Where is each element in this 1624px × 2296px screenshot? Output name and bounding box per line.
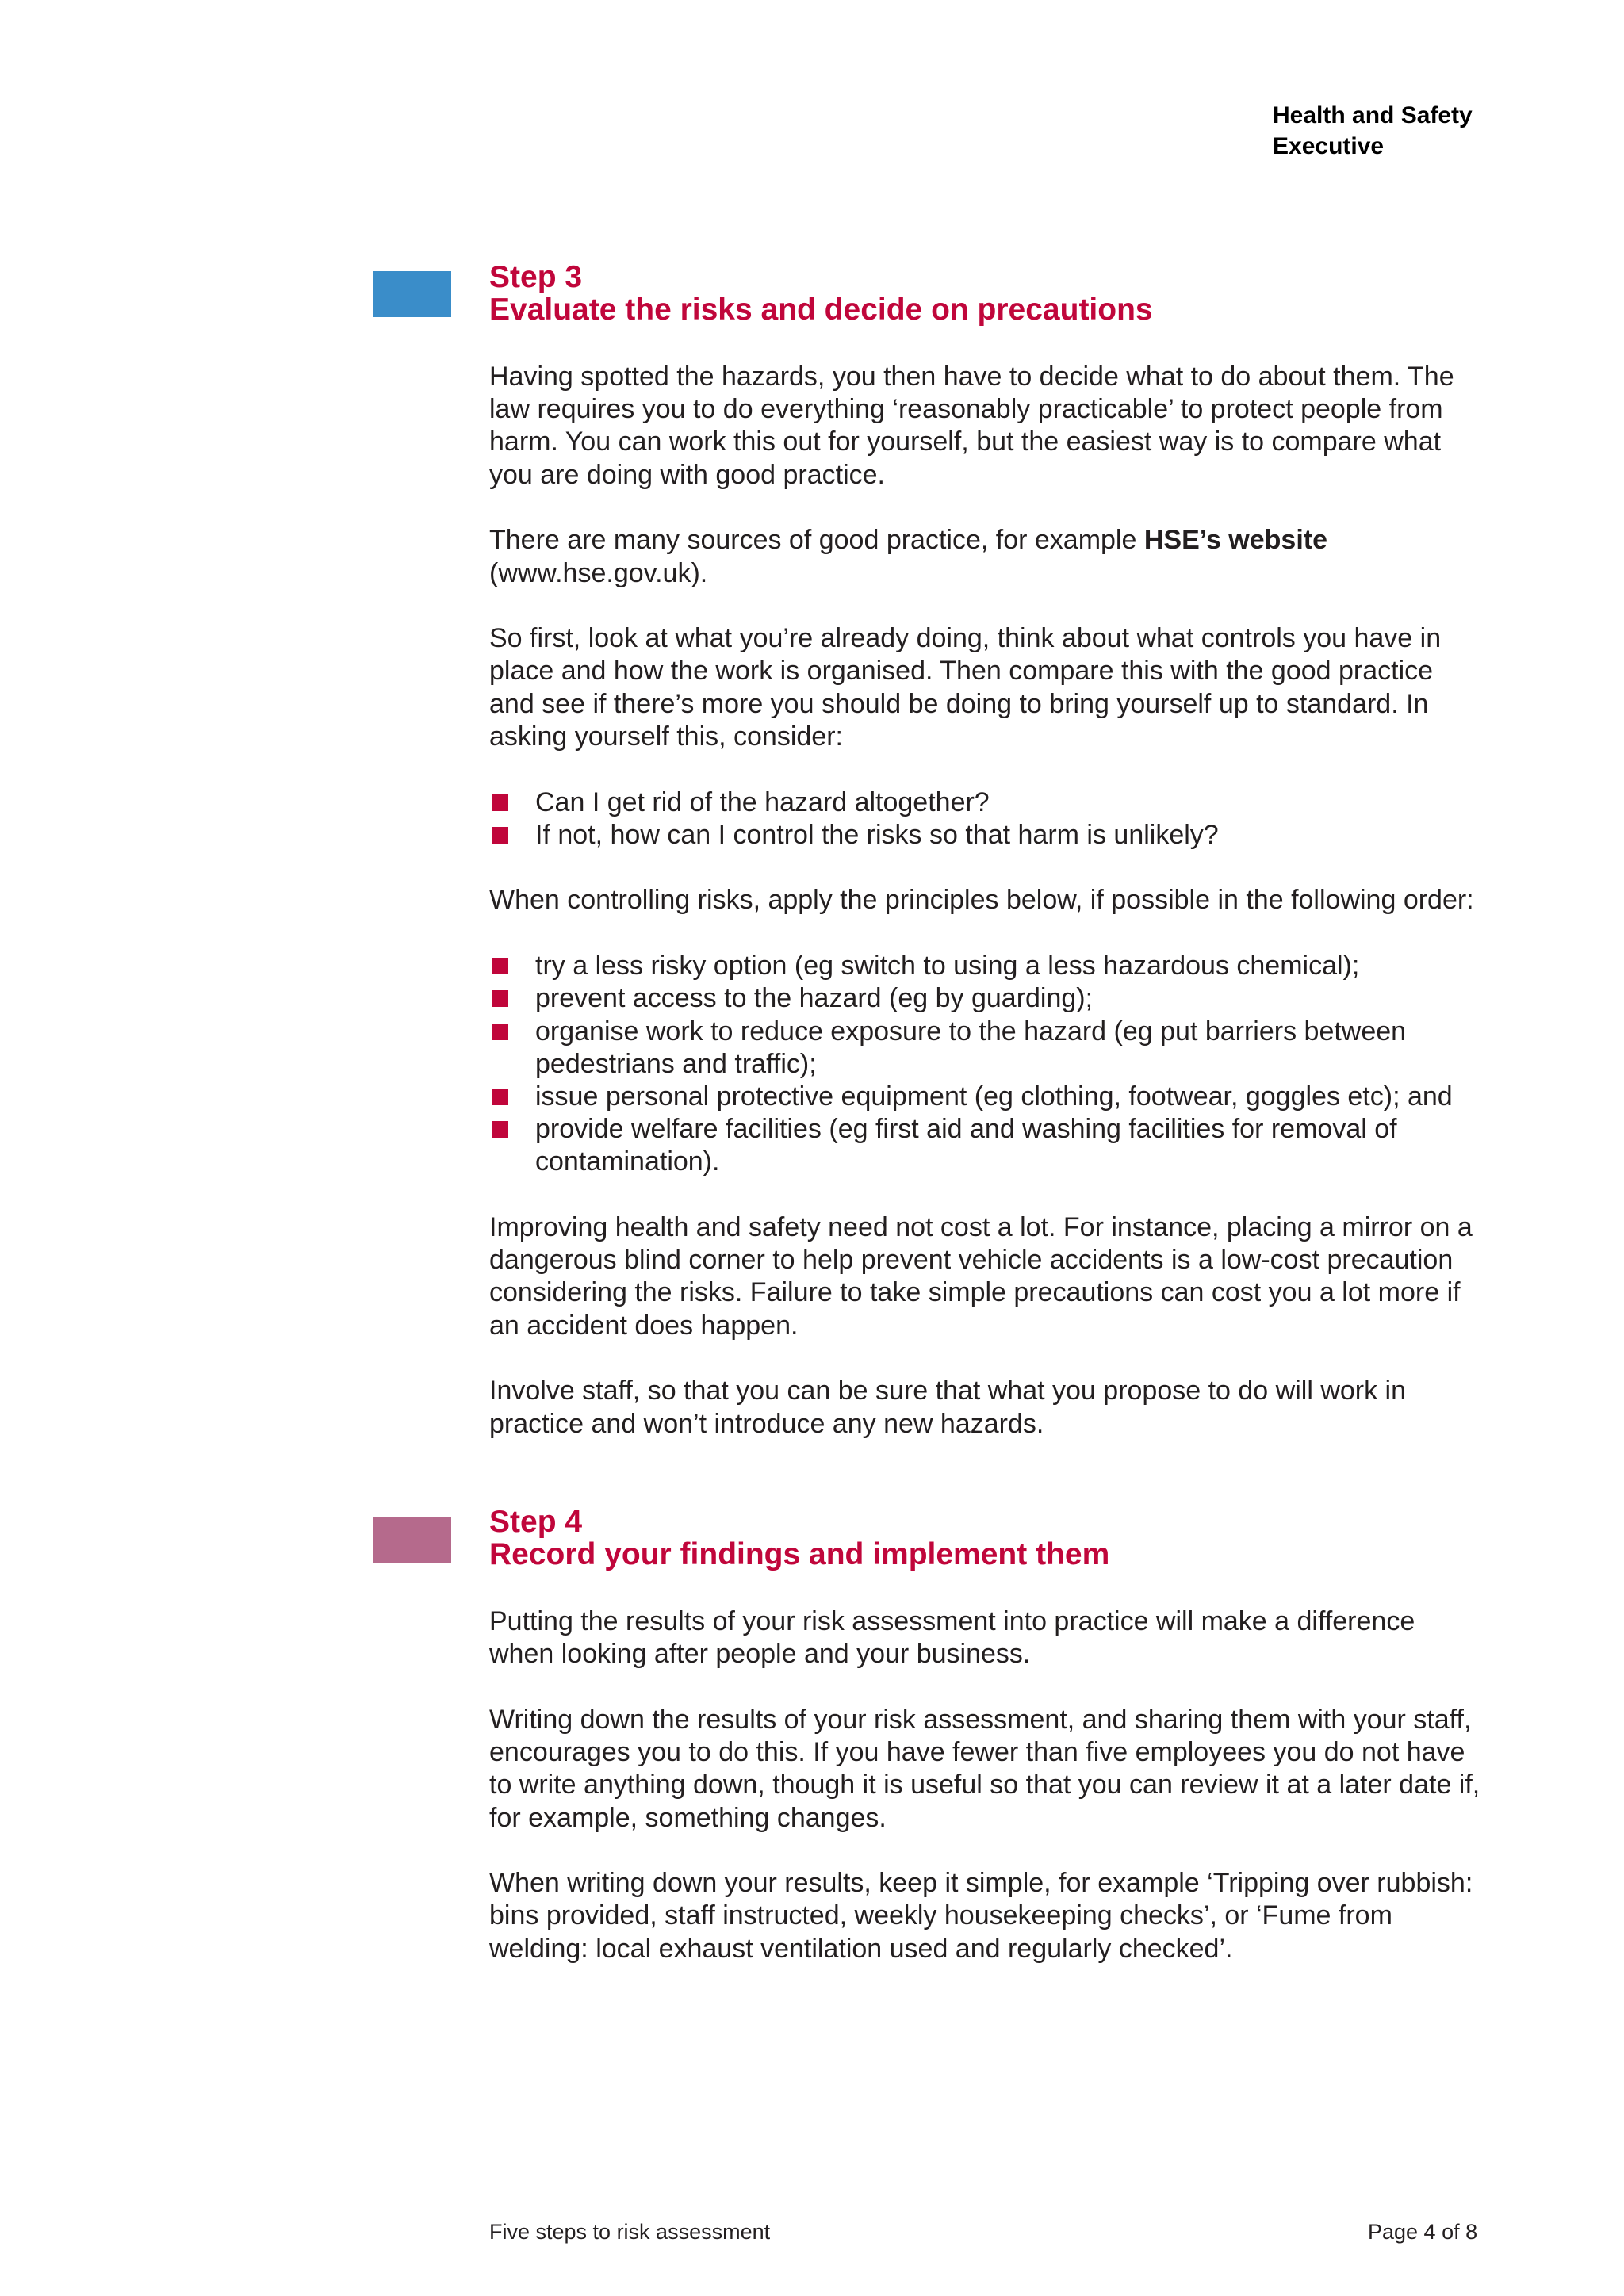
bullet-square-icon (492, 794, 508, 811)
step3-paragraph-3: So first, look at what you’re already doing, think about what controls you have in place and how the work is organised. Then compare this with the good practice and see if there’s more you should be doing to bring yourself up to standard. In asking yourself this, consider: (489, 623, 1442, 752)
list-item (489, 786, 1480, 819)
list-item-text: provide welfare facilities (eg first aid and washing facilities for removal of contamination). (535, 1114, 1397, 1177)
step4-paragraph-3: When writing down your results, keep it simple, for example ‘Tripping over rubbish: bins provided, staff instructed, weekly housekeeping checks’, or ‘Fume from welding: local exhaust ventilation used and regularly checked’. (489, 1868, 1473, 1964)
step4-paragraph-2: Writing down the results of your risk assessment, and sharing them with your staff, encourages you to do this. If you have fewer than five employees you do not have to write anything down, though it is useful so that you can review it at a later date if, for example, something changes. (489, 1704, 1480, 1833)
bullet-square-icon (492, 1024, 508, 1040)
list-item-text: issue personal protective equipment (eg clothing, footwear, goggles etc); and (535, 1081, 1453, 1112)
step4-section (489, 1506, 1480, 1998)
step4-color-marker (373, 1517, 451, 1563)
step3-heading (489, 261, 1480, 326)
step3-paragraph-5: Improving health and safety need not cost a lot. For instance, placing a mirror on a dangerous blind corner to help prevent vehicle accidents is a low-cost precaution considering the risks. Failure to take simple precautions can cost you a lot more if an accident does happen. (489, 1212, 1473, 1341)
step3-paragraph-2 (489, 524, 1480, 589)
step3-questions-list (489, 786, 1480, 851)
bullet-square-icon (492, 1121, 508, 1138)
list-item (489, 982, 1480, 1015)
list-item-text: prevent access to the hazard (eg by guarding); (535, 983, 1094, 1014)
organisation-name (1273, 100, 1473, 162)
step4-label: Step 4 (489, 1505, 583, 1539)
organisation-name-line2: Executive (1273, 133, 1385, 159)
list-item-text: organise work to reduce exposure to the hazard (eg put barriers between pedestrians and traffic); (535, 1016, 1407, 1079)
step3-title: Evaluate the risks and decide on precautions (489, 293, 1153, 327)
list-item-text: Can I get rid of the hazard altogether? (535, 786, 990, 817)
bullet-square-icon (492, 827, 508, 844)
footer-page-number: Page 4 of 8 (1368, 2220, 1478, 2244)
list-item-text: try a less risky option (eg switch to using a less hazardous chemical); (535, 951, 1360, 982)
step4-paragraph-1: Putting the results of your risk assessment into practice will make a difference when looking after people and your business. (489, 1606, 1415, 1670)
list-item (489, 950, 1480, 982)
step3-paragraph-6: Involve staff, so that you can be sure that what you propose to do will work in practice and won’t introduce any new hazards. (489, 1376, 1407, 1439)
step3-principles-list (489, 950, 1480, 1178)
hse-website-link[interactable]: HSE’s website (1143, 525, 1328, 556)
step3-paragraph-2-url: (www.hse.gov.uk). (489, 557, 708, 588)
list-item (489, 1016, 1480, 1081)
step3-section (489, 261, 1480, 1473)
bullet-square-icon (492, 958, 508, 974)
step3-paragraph-1: Having spotted the hazards, you then have to decide what to do about them. The law requires you to do everything ‘reasonably practicable’ to protect people from harm. You can work this out for yourself, but the easiest way is to compare what you are doing with good practice. (489, 362, 1454, 490)
footer-document-title: Five steps to risk assessment (489, 2220, 771, 2244)
list-item (489, 1081, 1480, 1113)
list-item (489, 1113, 1480, 1178)
step4-title: Record your findings and implement them (489, 1537, 1110, 1571)
organisation-name-line1: Health and Safety (1273, 102, 1473, 128)
list-item (489, 819, 1480, 851)
step3-paragraph-2-text: There are many sources of good practice, for example (489, 525, 1144, 556)
bullet-square-icon (492, 1089, 508, 1105)
step3-label: Step 3 (489, 260, 583, 294)
step3-color-marker (373, 271, 451, 317)
step3-paragraph-4: When controlling risks, apply the principles below, if possible in the following order: (489, 885, 1474, 916)
bullet-square-icon (492, 990, 508, 1007)
step4-heading (489, 1506, 1480, 1571)
list-item-text: If not, how can I control the risks so that harm is unlikely? (535, 819, 1219, 850)
